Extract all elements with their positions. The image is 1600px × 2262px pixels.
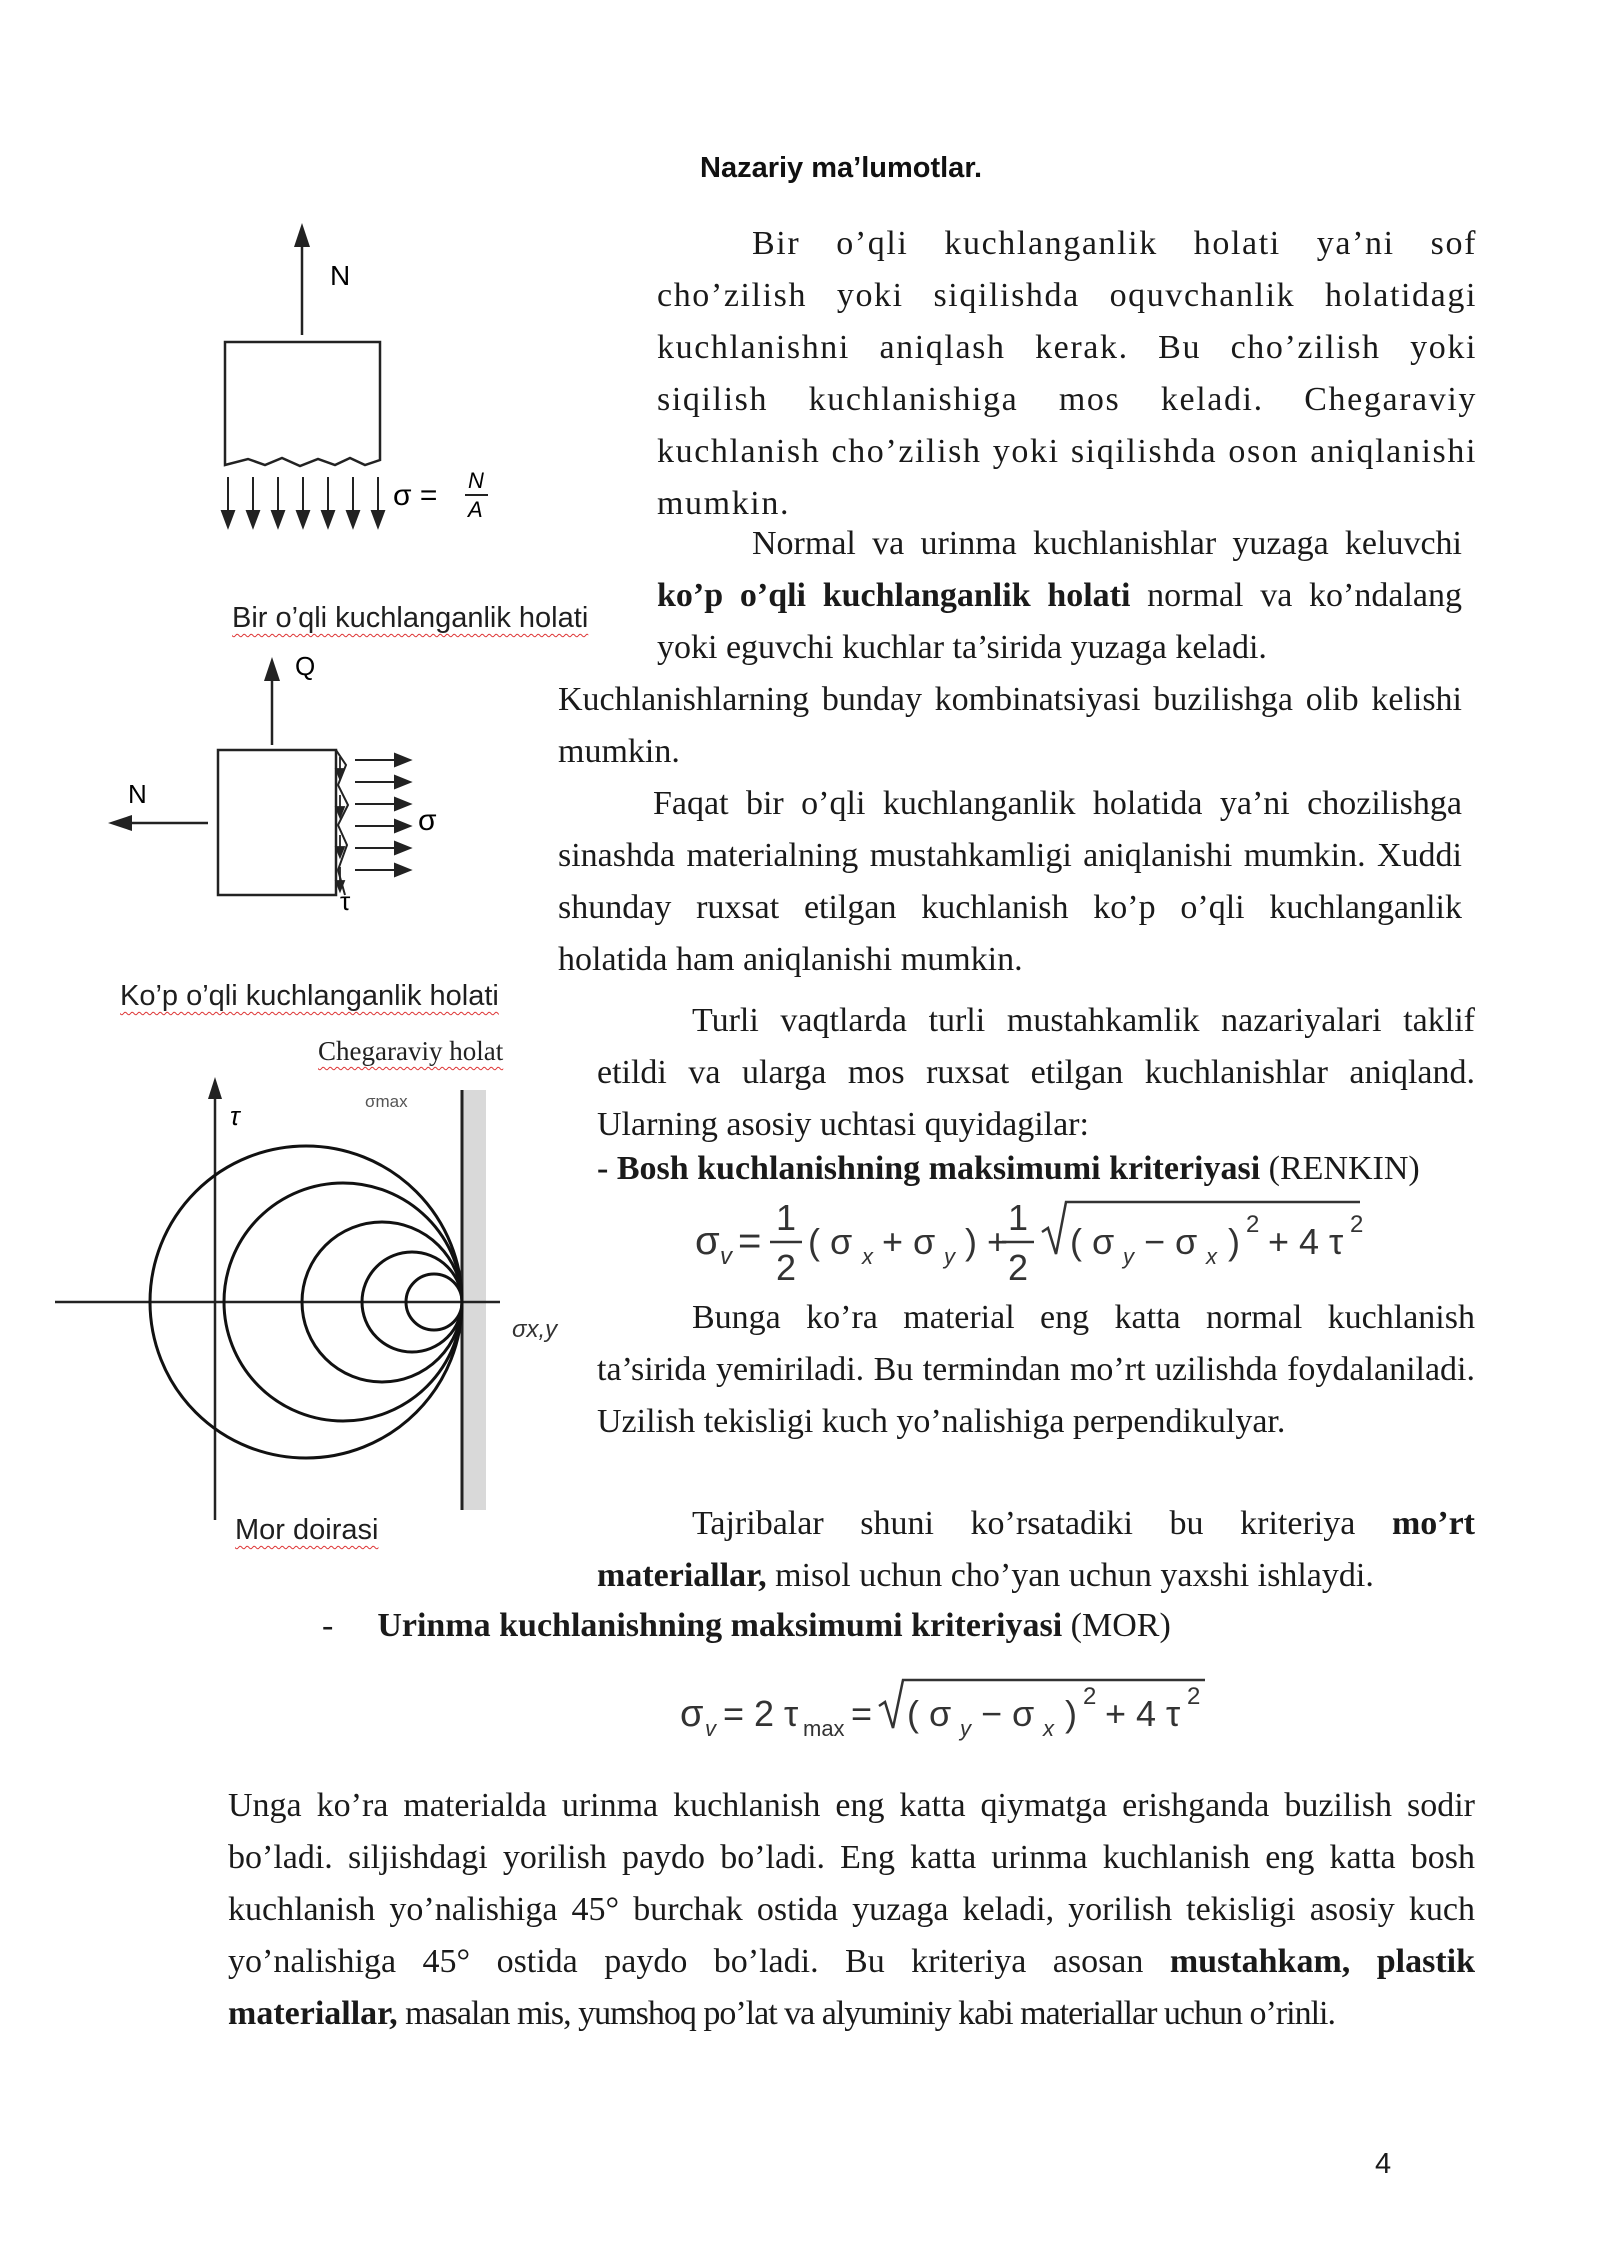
normal-stress-arrows bbox=[355, 754, 410, 876]
force-q-label: Q bbox=[295, 651, 316, 681]
svg-text:2: 2 bbox=[1246, 1211, 1260, 1238]
svg-text:x: x bbox=[1043, 1716, 1054, 1741]
svg-text:σ: σ bbox=[680, 1693, 704, 1735]
multiaxial-caption: Ko’p o’qli kuchlanganlik holati bbox=[120, 980, 499, 1012]
sigma-max-label: σmax bbox=[365, 1092, 408, 1111]
svg-text:( σ: ( σ bbox=[808, 1221, 853, 1262]
svg-text:+ σ: + σ bbox=[872, 1221, 936, 1262]
force-n-label-2: N bbox=[128, 779, 147, 809]
mor-formula bbox=[675, 1676, 1235, 1756]
paragraph-multiaxial: Normal va urinma kuchlanishlar yuzaga keluvchi ko’p o’qli kuchlanganlik holati normal va ko’ndalang yoki eguvchi kuchlar ta’sirida yuzaga keladi. bbox=[657, 525, 1462, 666]
criterion-renkin: - Bosh kuchlanishning maksimumi kriteriyasi (RENKIN) bbox=[597, 1150, 1420, 1187]
mohr-caption: Mor doirasi bbox=[235, 1514, 379, 1546]
svg-text:− σ: − σ bbox=[971, 1693, 1035, 1734]
svg-text:σ: σ bbox=[695, 1219, 720, 1263]
criterion-mor: - Urinma kuchlanishning maksimumi kriteriyasi (MOR) bbox=[322, 1607, 1171, 1644]
sigma-equals-label: σ = bbox=[393, 479, 438, 512]
svg-text:2: 2 bbox=[1008, 1247, 1029, 1288]
paragraph-renkin-explain: Bunga ko’ra material eng katta normal kuchlanish ta’sirida yemiriladi. Bu termindan mo’rt uzilishda foydalaniladi. Uzilish tekisligi kuch yo’nalishiga perpendikulyar. bbox=[597, 1299, 1475, 1440]
svg-text:1: 1 bbox=[1008, 1197, 1029, 1238]
svg-text:+ 4 τ: + 4 τ bbox=[1095, 1693, 1181, 1734]
mohr-circle-figure bbox=[50, 1065, 610, 1525]
tau-axis-label: τ bbox=[230, 1101, 240, 1131]
svg-text:=: = bbox=[851, 1693, 873, 1734]
svg-text:v: v bbox=[705, 1716, 716, 1741]
paragraph-brittle: Tajribalar shuni ko’rsatadiki bu kriteriya mo’rt materiallar, misol uchun cho’yan uchun yaxshi ishlaydi. bbox=[597, 1505, 1475, 1594]
page-number: 4 bbox=[1375, 2148, 1392, 2180]
paragraph-strength: Faqat bir o’qli kuchlanganlik holatida ya’ni chozilishga sinashda materialning mustahkamligi aniqlanishi mumkin. Xuddi shunday ruxsat etilgan kuchlanish ko’p o’qli kuchlanganlik holatida ham aniqlanishi mumkin. bbox=[558, 785, 1462, 978]
svg-text:y: y bbox=[960, 1716, 971, 1741]
svg-text:=: = bbox=[738, 1219, 762, 1263]
svg-text:y: y bbox=[944, 1244, 955, 1269]
uniaxial-caption: Bir o’qli kuchlanganlik holati bbox=[232, 602, 589, 634]
paragraph-mor-explain: Unga ko’ra materialda urinma kuchlanish eng katta qiymatga erishganda buzilish sodir bo’ladi. siljishdagi yorilish paydo bo’ladi. Eng katta urinma kuchlanish eng katta bosh kuchlanish yo’nalishiga 45° burchak ostida yuzaga keladi, yorilish tekisligi asosiy kuch yo’nalishiga 45° ostida paydo bo’ladi. Bu kriteriya asosan mustahkam, plastik materiallar, masalan mis, yumshoq po’lat va alyuminiy kabi materiallar uchun o’rinli. bbox=[228, 1787, 1475, 2032]
sigma-label: σ bbox=[418, 804, 437, 837]
fraction-numerator: N bbox=[468, 468, 484, 493]
tau-label: τ bbox=[340, 886, 351, 916]
svg-text:1: 1 bbox=[776, 1197, 797, 1238]
svg-text:= 2 τ: = 2 τ bbox=[723, 1693, 799, 1734]
svg-text:v: v bbox=[720, 1243, 732, 1270]
paragraph-uniaxial: Bir o’qli kuchlanganlik holati ya’ni sof cho’zilish yoki siqilishda oquvchanlik holatidagi kuchlanishni aniqlash kerak. Bu cho’zilish yoki siqilish kuchlanishiga mos keladi. Chegaraviy kuchlanish cho’zilish yoki siqilishda oson aniqlanishi mumkin. bbox=[657, 225, 1477, 522]
uniaxial-stress-figure bbox=[200, 215, 510, 555]
force-n-label: N bbox=[330, 260, 351, 291]
limit-state-label: Chegaraviy holat bbox=[318, 1036, 504, 1066]
svg-text:( σ: ( σ bbox=[907, 1693, 952, 1734]
multiaxial-stress-figure bbox=[100, 645, 480, 925]
svg-text:( σ: ( σ bbox=[1070, 1221, 1115, 1262]
distributed-load-arrows bbox=[222, 477, 384, 527]
svg-text:): ) bbox=[1218, 1221, 1240, 1262]
fraction-denominator: A bbox=[468, 497, 483, 522]
svg-text:): ) bbox=[1055, 1693, 1077, 1734]
svg-text:) +: ) + bbox=[955, 1221, 1009, 1262]
svg-text:2: 2 bbox=[1350, 1211, 1364, 1238]
svg-text:x: x bbox=[1206, 1244, 1217, 1269]
renkin-formula bbox=[690, 1192, 1390, 1292]
svg-text:2: 2 bbox=[1083, 1683, 1097, 1710]
svg-text:x: x bbox=[862, 1244, 873, 1269]
section-heading: Nazariy ma’lumotlar. bbox=[700, 152, 983, 184]
svg-text:max: max bbox=[803, 1716, 845, 1741]
svg-text:2: 2 bbox=[1187, 1683, 1201, 1710]
svg-text:y: y bbox=[1123, 1244, 1134, 1269]
svg-text:− σ: − σ bbox=[1134, 1221, 1198, 1262]
x-axis-label: σx,y bbox=[512, 1316, 558, 1343]
paragraph-theories: Turli vaqtlarda turli mustahkamlik nazariyalari taklif etildi va ularga mos ruxsat etilgan kuchlanishlar aniqland. Ularning asosiy uchtasi quyidagilar: bbox=[597, 1002, 1475, 1143]
svg-text:+ 4 τ: + 4 τ bbox=[1258, 1221, 1344, 1262]
svg-text:2: 2 bbox=[776, 1247, 797, 1288]
paragraph-multiaxial-cont: Kuchlanishlarning bunday kombinatsiyasi buzilishga olib kelishi mumkin. bbox=[558, 681, 1462, 770]
